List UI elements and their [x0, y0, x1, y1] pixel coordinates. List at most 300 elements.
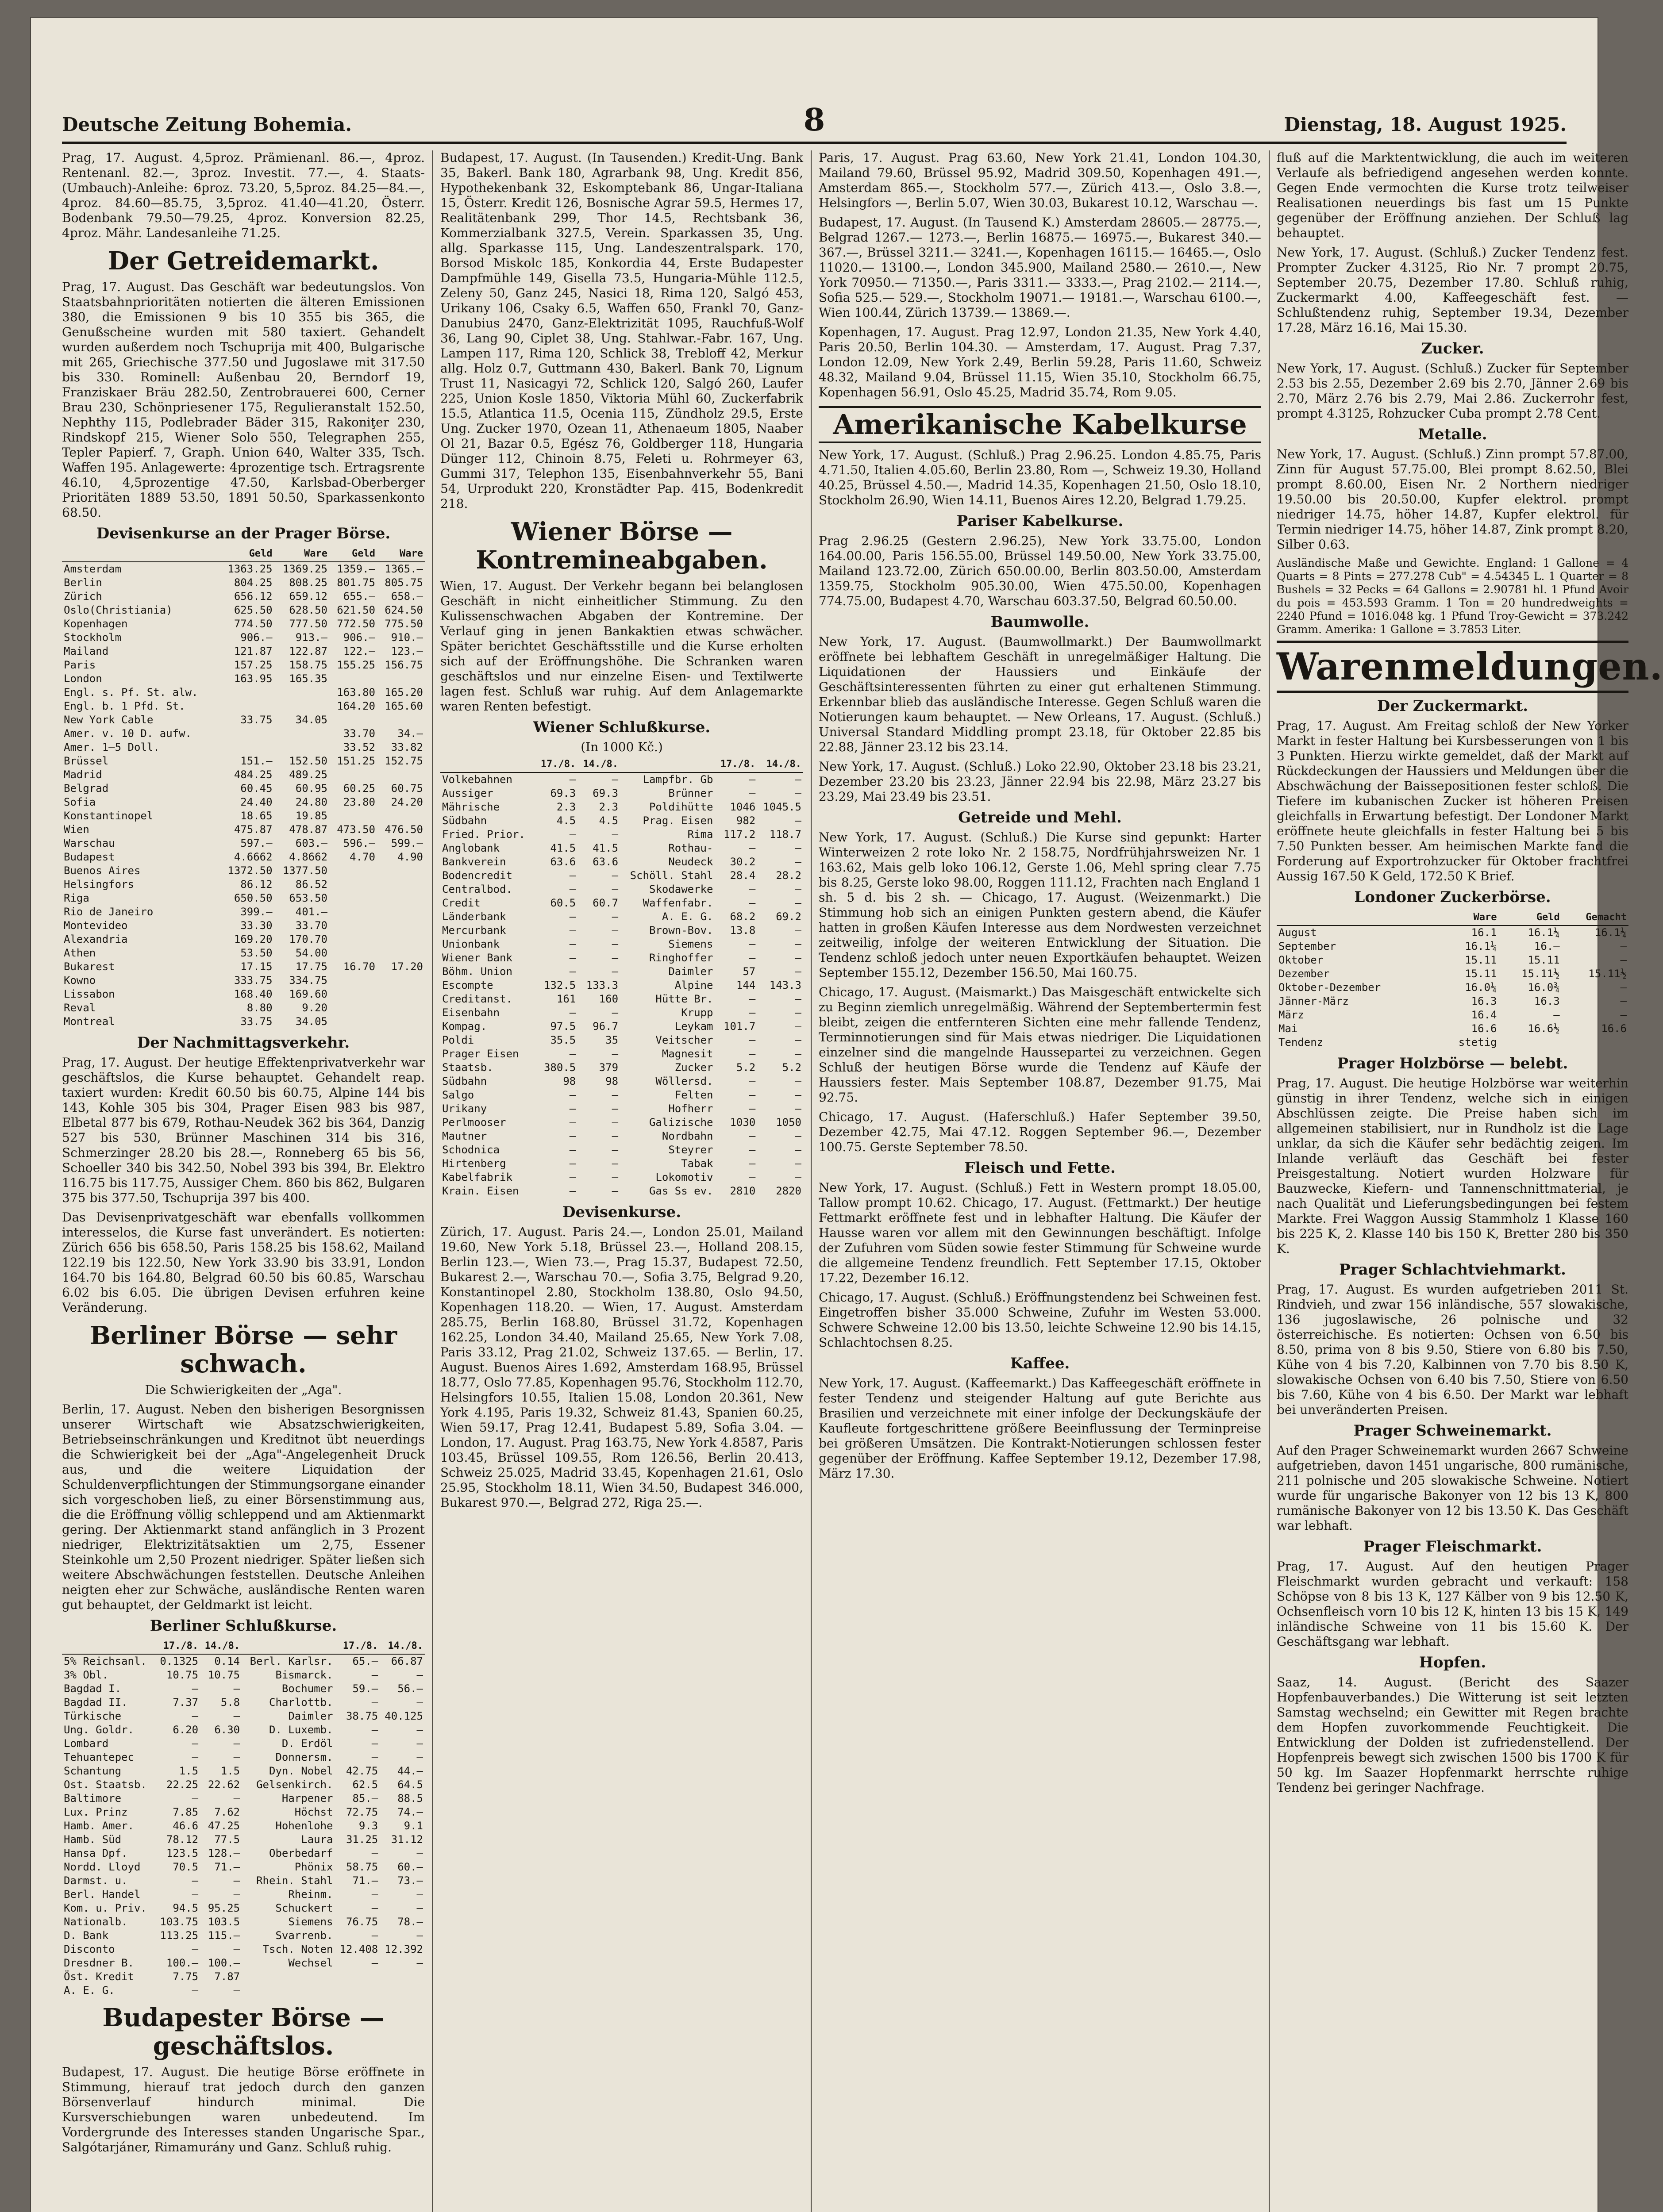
table-row	[62, 1737, 425, 1751]
table-cell: —	[795, 938, 801, 950]
table-cell: Wiener Bank	[442, 952, 512, 964]
table-cell: Hofherr	[668, 1102, 713, 1115]
table-cell: —	[612, 1171, 619, 1183]
column-4	[1277, 150, 1663, 2212]
table-cell	[329, 878, 377, 891]
table-cell: 158.75	[289, 659, 327, 671]
table-cell	[329, 809, 377, 823]
table-cell: Poldihütte	[649, 801, 713, 813]
table-cell: 155.25	[337, 659, 375, 671]
table-cell: Felten	[674, 1089, 713, 1101]
table-cell: März	[1278, 1009, 1304, 1021]
article-text: New York, 17. August. (Schluß.) Loko 22.90, Oktober 23.18 bis 23.21, Dezember 23.20 bis 23.23, Jänner 22.94 bis 22.98, März 23.27 bis 23.29, Mai 23.49 bis 23.51.	[819, 759, 1261, 804]
article-text: Budapest, 17. August. Die heutige Börse eröffnete in Stimmung, hierauf trat jedoch durch den ganzen Börsenverlauf hindurch minimal. Die Kursverschiebungen waren unbedeutend. Im Vordergrunde des Interesses standen Ungarische Spar., Salgótarjáner, Rimamurány und Ganz. Schluß ruhig.	[62, 2065, 425, 2154]
table-cell: Lux. Prinz	[64, 1806, 128, 1818]
table-header-cell	[242, 1638, 335, 1654]
table-cell: 655.—	[343, 590, 375, 603]
table-cell: 1046	[730, 801, 756, 813]
table-row	[440, 937, 803, 951]
table-cell: 101.7	[724, 1020, 756, 1033]
table-cell: 62.5	[352, 1778, 378, 1791]
table-cell: Jänner-März	[1278, 995, 1349, 1007]
table-cell: —	[612, 869, 619, 882]
table-cell: —	[569, 938, 576, 950]
table-cell: 16.4	[1471, 1009, 1497, 1021]
table-row	[62, 864, 425, 878]
table-row	[440, 910, 803, 924]
table-cell: Phönix	[294, 1861, 333, 1873]
section-title: Amerikanische Kabelkurse	[819, 406, 1261, 443]
table-cell: Kowno	[64, 974, 96, 987]
section-title: Berliner Schlußkurse.	[150, 1617, 337, 1635]
newspaper-title: Deutsche Zeitung Bohemia.	[62, 114, 352, 135]
table-row	[62, 960, 425, 974]
section-title: Warenmeldungen.	[1277, 641, 1628, 693]
article-text: Prag, 17. August. Am Freitag schloß der New Yorker Markt in fester Haltung bei Kursbesserungen von 1 bis 3 Punkten. Hierzu wirkte gemeldet, daß der Markt auf Rückdeckungen der Haussiers und Meldungen über die Abschwächung der Baissepositionen fester schloß. Die Tiefere im kubanischen Zucker ist höheren Preisen gleichfalls in Erwartung befestigt. Der Londoner Markt eröffnete heute gleichfalls in fester Haltung bei 5 bis 7.50 Punkten besser. Am heimischen Markte fand die Forderung auf Exportrohzucker für Oktober frachtfrei Aussig 167.50 K Geld, 172.50 K Brief.	[1277, 718, 1628, 883]
table-cell: Wechsel	[288, 1957, 333, 1969]
table-cell: Hamb. Amer.	[64, 1820, 134, 1832]
table-cell: Daimler	[668, 965, 713, 978]
table-cell: 70.5	[173, 1861, 199, 1873]
article-text: Wien, 17. August. Der Verkehr begann bei belanglosen Geschäft in nicht einheitlicher Stimmung. Zu den Kulissenschwachen Abgaben der Kontremine. Der Verlauf ging in jenen Bankaktien etwas schwächer. Später berichtet Geschäftsstille und die Kurse erholten sich auf der Eröffnungshöhe. Die Schranken waren geschäftslos und nur einzelne Eisen- und Textilwerte lagen fest. Schluß war ruhig. Auf dem Anlagemarkte waren Renten befestigt.	[440, 579, 803, 714]
table-cell: 66.87	[391, 1655, 423, 1667]
table-cell: 7.37	[173, 1696, 199, 1709]
table-cell: —	[233, 1874, 240, 1887]
table-cell: 805.75	[385, 576, 423, 589]
table-cell: 596.—	[343, 837, 375, 849]
section-title: Budapester Börse — geschäftslos.	[102, 2003, 385, 2061]
table-row	[62, 699, 425, 713]
table-row	[62, 617, 425, 631]
table-cell: 16.1¼	[1594, 926, 1627, 939]
table-header-cell	[1277, 910, 1436, 926]
column-2	[440, 150, 803, 2212]
table-cell: Tendenz	[1278, 1036, 1324, 1048]
table-row	[440, 855, 803, 869]
table-header-cell: 17./8.	[535, 757, 577, 772]
table-cell: Oberbedarf	[269, 1847, 333, 1859]
table-cell: 772.50	[337, 618, 375, 630]
table-cell: Belgrad	[64, 782, 109, 795]
table-cell: —	[569, 883, 576, 895]
table-cell: 628.50	[289, 604, 327, 616]
table-cell: 121.87	[234, 645, 273, 657]
table-cell: —	[795, 1034, 801, 1046]
table-cell: 144	[736, 979, 756, 991]
table-cell	[219, 727, 274, 741]
table-cell: 5% Reichsanl.	[64, 1655, 147, 1667]
table-cell: 76.75	[346, 1916, 378, 1928]
section-title: Prager Schweinemarkt.	[1353, 1422, 1552, 1440]
table-cell	[329, 987, 377, 1001]
table-cell	[329, 933, 377, 946]
table-row	[440, 800, 803, 814]
table-cell: —	[569, 828, 576, 841]
table-row	[62, 686, 425, 699]
table-cell: 473.50	[337, 823, 375, 836]
table-cell: —	[371, 1957, 378, 1969]
table-row	[62, 987, 425, 1001]
table-cell	[377, 987, 425, 1001]
table-cell: 123.—	[391, 645, 423, 657]
table-cell: Buenos Aires	[64, 864, 141, 877]
table-cell: 24.80	[295, 796, 327, 808]
section-title: Prager Fleischmarkt.	[1363, 1538, 1542, 1555]
table-cell: 599.—	[391, 837, 423, 849]
table-row	[440, 1047, 803, 1061]
table-cell: Siemens	[288, 1916, 333, 1928]
table-cell: 151.—	[240, 755, 273, 767]
table-cell: Amsterdam	[64, 563, 122, 575]
table-cell: Mailand	[64, 645, 109, 657]
table-row	[62, 782, 425, 795]
table-cell: 86.52	[295, 878, 327, 891]
table-cell: 132.5	[543, 979, 576, 991]
table-cell: —	[569, 1130, 576, 1142]
table-cell: 60.45	[240, 782, 273, 795]
table-cell: 57	[743, 965, 756, 978]
table-row	[62, 1819, 425, 1833]
table-cell: 15.11½	[1588, 968, 1627, 980]
table-cell: —	[1620, 995, 1627, 1007]
table-cell: 15.11½	[1521, 968, 1560, 980]
table-row	[62, 658, 425, 672]
table-cell: 165.20	[385, 686, 423, 699]
table-cell: —	[612, 924, 619, 937]
table-cell: —	[749, 952, 756, 964]
table-cell	[377, 878, 425, 891]
table-cell: 19.85	[295, 810, 327, 822]
table-cell: 60.25	[343, 782, 375, 795]
table-cell: Oktober-Dezember	[1278, 981, 1381, 994]
table-cell: 777.50	[289, 618, 327, 630]
table-cell: 489.25	[289, 768, 327, 781]
table-cell: New York Cable	[64, 714, 154, 726]
table-cell: 160	[599, 993, 619, 1005]
table-cell: Wöllersd.	[655, 1075, 713, 1087]
table-cell: Bagdad II.	[64, 1696, 128, 1709]
table-row	[62, 891, 425, 905]
table-row	[62, 974, 425, 987]
article-text: New York, 17. August. (Baumwollmarkt.) Der Baumwollmarkt eröffnete bei lebhaftem Geschäft in unregelmäßiger Haltung. Die Liquidationen der Haussiers und Einkäufe der Geschäftsinteressenten führten zu einer gut erhaltenen Stimmung. Erkennbar blieb das ausländische Interesse. Gegen Schluß waren die Notierungen kaum behauptet. — New Orleans, 17. August. (Schluß.) Universal Standard Middling prompt 23.18, für Oktober 22.85 bis 22.88, Jänner 23.12 bis 23.14.	[819, 634, 1261, 754]
table-cell: 60.75	[391, 782, 423, 795]
article-text: Chicago, 17. August. (Schluß.) Eröffnungstendenz bei Schweinen fest. Eingetroffen bisher 35.000 Schweine, Zufuhr im Westen 53.000. Schwere Schweine 12.00 bis 13.50, leichte Schweine 12.90 bis 14.15, Schlachtochsen 8.25.	[819, 1290, 1261, 1350]
table-row	[62, 631, 425, 645]
table-cell: Tabak	[681, 1157, 713, 1170]
article-text: New York, 17. August. (Schluß.) Fett in Western prompt 18.05.00, Tallow prompt 10.62. Chicago, 17. August. (Fettmarkt.) Der heutige Fettmarkt eröffnete fest und in lebhafter Haltung. Die Käufer der Hausse waren vor allem mit den Gewinnungen beschäftigt. Infolge der Zufuhren vom Süden sowie fester Stimmung für Schweine wurde die allgemeine Tendenz freundlich. Fett September 17.15, Oktober 17.22, Dezember 16.12.	[819, 1180, 1261, 1285]
table-cell: 34.—	[397, 727, 423, 740]
table-cell: Eisenbahn	[442, 1006, 500, 1019]
table-header-cell: Geld	[219, 546, 274, 562]
table-cell: 10.75	[166, 1669, 199, 1681]
table-cell: 5.2	[736, 1061, 756, 1074]
table-cell: —	[795, 856, 801, 868]
table-row	[440, 1143, 803, 1157]
table-cell: Rheinm.	[288, 1888, 333, 1901]
table-cell: —	[192, 1751, 199, 1763]
table-cell: Zürich	[64, 590, 102, 603]
wiener-table	[440, 757, 803, 1198]
table-cell: Poldi	[442, 1034, 474, 1046]
table-cell	[1562, 1036, 1628, 1049]
table-cell: 156.75	[385, 659, 423, 671]
table-row	[440, 1061, 803, 1075]
table-cell: —	[233, 1984, 240, 1997]
table-cell: 59.—	[352, 1682, 378, 1695]
table-row	[62, 878, 425, 891]
table-cell: —	[371, 1737, 378, 1750]
table-cell: Kompag.	[442, 1020, 487, 1033]
table-cell: —	[612, 828, 619, 841]
table-cell: 22.25	[166, 1778, 199, 1791]
table-cell: —	[569, 1048, 576, 1060]
table-cell: —	[1620, 954, 1627, 966]
table-cell: —	[795, 842, 801, 854]
table-cell	[377, 1015, 425, 1029]
table-cell: 6.20	[173, 1724, 199, 1736]
table-cell: 35.5	[550, 1034, 576, 1046]
table-cell: D. Erdöl	[281, 1737, 333, 1750]
table-cell: Galizische	[649, 1116, 713, 1129]
table-row	[62, 562, 425, 576]
table-cell: Zucker	[674, 1061, 713, 1074]
table-cell: —	[233, 1888, 240, 1901]
table-cell: —	[192, 1792, 199, 1805]
table-cell: 7.62	[214, 1806, 240, 1818]
table-row	[1277, 926, 1628, 940]
table-cell: —	[749, 1006, 756, 1019]
table-cell: 54.00	[295, 947, 327, 959]
table-cell: 16.0¼	[1465, 981, 1497, 994]
table-cell: Kopenhagen	[64, 618, 128, 630]
table-cell: —	[795, 1006, 801, 1019]
table-cell: Ringhoffer	[649, 952, 713, 964]
table-cell	[335, 1984, 380, 1997]
table-cell: 16.3	[1534, 995, 1560, 1007]
column-rule	[1269, 150, 1270, 2212]
table-row	[62, 1682, 425, 1696]
table-cell: 597.—	[240, 837, 273, 849]
table-cell: 169.20	[234, 933, 273, 945]
table-cell: —	[795, 965, 801, 978]
article-text: Prag, 17. August. Das Geschäft war bedeutungslos. Von Staatsbahnprioritäten notierten die älteren Emissionen 380, die Emissionen 9 bis 10 355 bis 365, die Genußscheine wurden mit 580 taxiert. Gehandelt wurden außerdem noch Tschuprija mit 400, Bulgarische mit 265, Griechische 377.50 und Jugoslawe mit 317.50 bis 330. Rominell: Außenbau 20, Berndorf 19, Franziskaer Bräu 282.50, Zentrobrauerei 600, Cerner Brau 230, Schönpriesener 175, Regulieranstalt 152.50, Nephthy 115, Podlebrader Bäder 315, Rakoniţer 230, Rindskopf 215, Wiener Solo 550, Telegraphen 255, Tepler Papierf. 7, Graph. Union 640, Walter 335, Tsch. Waffen 195. Anlagewerte: 4prozentige tsch. Ertragsrente 46.10, 4,5prozentige 47.50, Karlsbad-Oberberger Prioritäten 1889 53.50, 1891 50.50, Sparkassenkonto 68.50.	[62, 280, 425, 520]
table-row	[440, 992, 803, 1006]
table-cell: —	[795, 814, 801, 827]
article-text: Budapest, 17. August. (In Tausenden.) Kredit-Ung. Bank 35, Bakerl. Bank 180, Agrarbank 98, Ung. Kredit 856, Hypothekenbank 32, Eskomptebank 86, Ungar-Italiana 15, Österr. Kredit 126, Bosnische Agrar 59.5, Hermes 17, Realitätenbank 299, Thor 14.5, Rechtsbank 36, Kommerzialbank 327.5, Verein. Sparkassen 35, Ung. allg. Sparkasse 115, Ung. Landeszentralspark. 170, Borsod Miskolc 185, Konkordia 44, Erste Budapester Dampfmühle 149, Gisella 73.5, Hungaria-Mühle 112.5, Zeleny 50, Ganz 245, Nasici 18, Rima 120, Salgó 453, Urikany 106, Csaky 6.5, Waffen 650, Frankl 70, Ganz-Danubius 2470, Ganz-Elektrizität 1095, Rauchfuß-Wolf 36, Lang 90, Ciplet 38, Ung. Stahlwar.-Fabr. 167, Ung. Lampen 117, Rima 120, Schlick 38, Trebloff 42, Merkur allg. Holz 0.7, Guttmann 430, Bakerl. Bank 70, Lignum Trust 11, Nasicagyi 72, Schlick 120, Salgó 260, Laufer 225, Union Kosle 1850, Viktoria Mühl 60, Zuckerfabrik 15.5, Atlantica 11.5, Ocenia 115, Zündholz 29.5, Erste Ung. Zucker 1970, Ozean 11, Athenaeum 1805, Naaber Ol 21, Bazar 0.5, Egész 76, Goldberger 118, Hungaria Dünger 112, Chinoin 8.75, Feleti u. Rohrmeyer 63, Gummi 317, Telephon 135, Eisenbahnverkehr 55, Bani 54, Urprodukt 220, Kronstädter Pap. 415, Bodenkredit 218.	[440, 150, 803, 511]
table-cell: 163.80	[337, 686, 375, 699]
table-cell: 16.—	[1534, 940, 1560, 952]
table-cell	[377, 919, 425, 933]
table-row	[440, 1033, 803, 1047]
table-row	[62, 1847, 425, 1860]
table-cell: —	[233, 1751, 240, 1763]
table-cell: 40.125	[385, 1710, 423, 1722]
table-cell: 98	[605, 1075, 619, 1087]
table-cell: —	[569, 1171, 576, 1183]
table-cell: D. Bank	[64, 1929, 109, 1942]
table-row	[440, 965, 803, 979]
table-cell: —	[192, 1682, 199, 1695]
table-row	[62, 1956, 425, 1970]
table-cell: 69.2	[776, 910, 801, 923]
table-cell: —	[192, 1888, 199, 1901]
table-cell: Volkebahnen	[442, 773, 512, 786]
table-row	[62, 1901, 425, 1915]
table-cell: 650.50	[234, 892, 273, 904]
table-cell: Budapest	[64, 851, 115, 863]
table-cell	[380, 1970, 425, 1984]
table-cell	[219, 686, 274, 699]
table-row	[440, 1020, 803, 1033]
table-cell: 38.75	[346, 1710, 378, 1722]
table-cell: 4.8662	[289, 851, 327, 863]
table-header-cell: 14./8.	[757, 757, 803, 772]
table-cell: 658.—	[391, 590, 423, 603]
table-cell: —	[795, 1048, 801, 1060]
table-cell: 659.12	[289, 590, 327, 603]
table-cell: 60.—	[397, 1861, 423, 1873]
table-cell: Bukarest	[64, 960, 115, 973]
table-row	[62, 795, 425, 809]
table-cell: 100.—	[208, 1957, 240, 1969]
table-cell: 910.—	[391, 631, 423, 644]
table-row	[1277, 981, 1628, 995]
table-cell	[242, 1984, 335, 1997]
table-cell: 63.6	[593, 856, 619, 868]
berlin-table	[62, 1638, 425, 1997]
table-cell: 16.6	[1471, 1022, 1497, 1035]
table-cell: 7.85	[173, 1806, 199, 1818]
table-cell: 122.87	[289, 645, 327, 657]
article-text: Chicago, 17. August. (Maismarkt.) Das Maisgeschäft entwickelte sich zu Beginn ziemlich unregelmäßig. Während der Septembertermin fest bleibt, zeigen die entfernteren Sichten eine mehr fallende Tendenz, Terminnotierungen sind für Mais etwas niedriger. Die Liquidationen einzelner sind die mangelnde Haussepartei zu verzeichnen. Gegen Schluß der heutigen Börse wurde die Tendenz auf Käufe der Haussiers fester. Mais September 108.87, Dezember 91.75, Mai 92.75.	[819, 985, 1261, 1105]
section-title: Pariser Kabelkurse.	[956, 512, 1124, 530]
column-1	[62, 150, 425, 2212]
column-rule	[811, 150, 812, 2212]
table-cell: Svarrenb.	[275, 1929, 333, 1942]
table-cell: 13.8	[730, 924, 756, 937]
table-cell: 33.70	[295, 919, 327, 932]
table-row	[1277, 995, 1628, 1008]
table-cell	[274, 727, 329, 741]
table-cell: 31.25	[346, 1833, 378, 1846]
table-cell: —	[371, 1696, 378, 1709]
table-cell: Mährische	[442, 801, 500, 813]
table-cell	[274, 741, 329, 754]
table-cell: 484.25	[234, 768, 273, 781]
table-cell: —	[749, 1075, 756, 1087]
section-title: Zucker.	[1421, 340, 1484, 357]
table-cell: Bagdad I.	[64, 1682, 122, 1695]
table-row	[62, 1654, 425, 1668]
table-cell: —	[749, 773, 756, 786]
table-cell: Veitscher	[655, 1034, 713, 1046]
table-cell: Laura	[301, 1833, 333, 1846]
table-cell: —	[371, 1669, 378, 1681]
table-cell: Hamb. Süd	[64, 1833, 122, 1846]
table-cell: 0.14	[214, 1655, 240, 1667]
table-row	[440, 1102, 803, 1116]
table-cell: —	[795, 924, 801, 937]
table-cell: —	[795, 1089, 801, 1101]
table-header-cell: Geld	[329, 546, 377, 562]
article-text: fluß auf die Marktentwicklung, die auch im weiteren Verlaufe als befriedigend angesehen werden konnte. Gegen Ende vermochten die Kurse trotz teilweiser Realisationen neuerdings bis fast um 15 Punkte gegenüber der Eröffnung anziehen. Der Schluß lag behauptet.	[1277, 150, 1628, 240]
table-cell: Riga	[64, 892, 89, 904]
table-cell: 115.—	[208, 1929, 240, 1942]
article-text: New York, 17. August. (Schluß.) Zinn prompt 57.87.00, Zinn für August 57.75.00, Blei prompt 8.62.50, Blei prompt 8.60.00, Eisen Nr. 2 Northern niedriger 19.50.00 bis 20.50.00, Kupfer elektrol. prompt niedriger 14.75, höher 14.87, Kupfer elektrol. für Termin niedriger 14.75, höher 14.87, Zink prompt 8.20, Silber 0.63.	[1277, 447, 1628, 552]
table-cell: 96.7	[593, 1020, 619, 1033]
table-cell: 2.3	[599, 801, 619, 813]
section-title: Devisenkurse.	[562, 1203, 681, 1221]
table-cell: 906.—	[343, 631, 375, 644]
table-cell: Leykam	[674, 1020, 713, 1033]
table-row	[62, 1723, 425, 1737]
table-cell: 1369.25	[282, 563, 327, 575]
table-cell: —	[795, 883, 801, 895]
table-cell: Mercurbank	[442, 924, 506, 937]
table-cell: Lampfbr. Gb	[643, 773, 713, 786]
table-cell: 31.12	[391, 1833, 423, 1846]
article-text: Budapest, 17. August. (In Tausend K.) Amsterdam 28605.— 28775.—, Belgrad 1267.— 1273.—, Berlin 16875.— 16975.—, Bukarest 340.— 367.—, Brüssel 3211.— 3241.—, Kopenhagen 16115.— 16465.—, Oslo 11020.— 13100.—, London 345.900, Mailand 2580.— 2610.—, New York 70950.— 71350.—, Paris 3311.— 3333.—, Prag 2102.— 2114.—, Sofia 525.— 529.—, Stockholm 19071.— 19181.—, Warschau 6100.—, Wien 100.44, Zürich 13739.— 13869.—.	[819, 215, 1261, 320]
section-title: Wiener Börse — Kontremineabgaben.	[476, 517, 768, 575]
table-cell	[377, 946, 425, 960]
table-cell: 9.20	[302, 1002, 327, 1014]
table-cell: —	[749, 787, 756, 799]
table-cell: 475.87	[234, 823, 273, 836]
table-cell: Südbahn	[442, 814, 487, 827]
table-cell: —	[569, 965, 576, 978]
table-cell: 1.5	[220, 1765, 240, 1777]
table-cell: —	[569, 1157, 576, 1170]
table-header-cell: 17./8.	[715, 757, 757, 772]
table-cell	[242, 1970, 335, 1984]
table-row	[62, 1015, 425, 1029]
article-text: Paris, 17. August. Prag 63.60, New York 21.41, London 104.30, Mailand 79.60, Brüssel 95.92, Madrid 309.50, Kopenhagen 491.—, Amsterdam 865.—, Stockholm 577.—, Zürich 413.—, Oslo 3.8.—, Helsingfors —, Berlin 5.07, Wien 30.03, Bukarest 10.12, Warschau —.	[819, 150, 1261, 210]
table-cell: —	[192, 1943, 199, 1955]
table-cell: Fried. Prior.	[442, 828, 525, 841]
table-header-cell: Gemacht	[1562, 910, 1628, 926]
table-cell: Engl. b. 1 Pfd. St.	[64, 700, 185, 712]
table-cell: Oslo(Christiania)	[64, 604, 173, 616]
table-cell: Mautner	[442, 1130, 487, 1142]
section-subtitle: Die Schwierigkeiten der „Aga".	[145, 1382, 342, 1397]
table-cell: 73.—	[397, 1874, 423, 1887]
table-row	[62, 1888, 425, 1901]
table-row	[62, 1792, 425, 1805]
table-cell: Tehuantepec	[64, 1751, 134, 1763]
table-cell	[329, 946, 377, 960]
table-cell: —	[612, 1116, 619, 1129]
table-cell: —	[569, 773, 576, 786]
table-cell: 4.5	[556, 814, 576, 827]
table-row	[440, 869, 803, 883]
table-cell: —	[749, 1102, 756, 1115]
table-cell: 103.5	[208, 1916, 240, 1928]
table-row	[62, 1805, 425, 1819]
table-cell: 163.95	[234, 672, 273, 685]
table-cell: 5.8	[220, 1696, 240, 1709]
table-cell: 77.5	[214, 1833, 240, 1846]
table-cell	[377, 974, 425, 987]
table-cell	[329, 864, 377, 878]
table-cell: Warschau	[64, 837, 115, 849]
table-cell: Wien	[64, 823, 89, 836]
table-cell: 1045.5	[763, 801, 801, 813]
table-row	[440, 828, 803, 841]
table-cell: Neudeck	[668, 856, 713, 868]
table-cell: 58.75	[346, 1861, 378, 1873]
table-cell	[1498, 1036, 1561, 1049]
table-cell: A. E. G.	[662, 910, 713, 923]
